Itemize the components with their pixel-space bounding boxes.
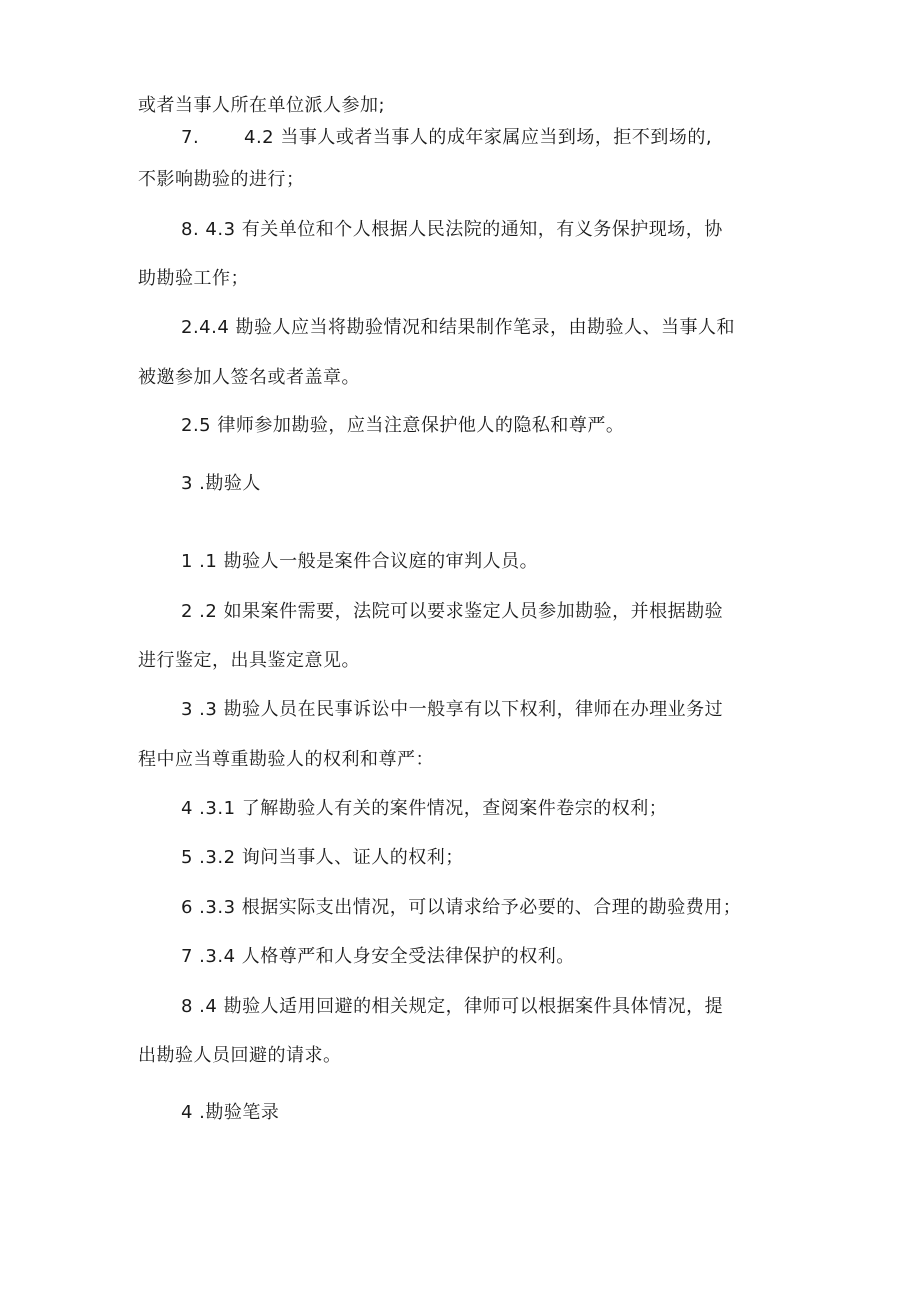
- text-line: 或者当事人所在单位派人参加;: [138, 95, 386, 116]
- text-line: 3 .3 勘验人员在民事诉讼中一般享有以下权利，律师在办理业务过: [181, 699, 724, 720]
- text-line: 8 .4 勘验人适用回避的相关规定，律师可以根据案件具体情况，提: [181, 996, 724, 1017]
- text-line: 2.5 律师参加勘验，应当注意保护他人的隐私和尊严。: [181, 415, 625, 436]
- text-line: 进行鉴定，出具鉴定意见。: [138, 650, 360, 671]
- text-line: 助勘验工作；: [138, 268, 249, 289]
- section-heading: 3 .勘验人: [181, 473, 261, 494]
- section-heading: 4 .勘验笔录: [181, 1102, 280, 1123]
- text-line: 6 .3.3 根据实际支出情况，可以请求给予必要的、合理的勘验费用；: [181, 897, 742, 918]
- text-line: 被邀参加人签名或者盖章。: [138, 367, 360, 388]
- text-line: 程中应当尊重勘验人的权利和尊严：: [138, 749, 434, 770]
- text-line: 出勘验人员回避的请求。: [138, 1045, 342, 1066]
- text-line: 4.2 当事人或者当事人的成年家属应当到场，拒不到场的,: [244, 127, 713, 148]
- text-line: 4 .3.1 了解勘验人有关的案件情况，查阅案件卷宗的权利；: [181, 798, 668, 819]
- text-line: 1 .1 勘验人一般是案件合议庭的审判人员。: [181, 551, 539, 572]
- text-line: 8. 4.3 有关单位和个人根据人民法院的通知，有义务保护现场，协: [181, 219, 723, 240]
- text-line: 2 .2 如果案件需要，法院可以要求鉴定人员参加勘验，并根据勘验: [181, 601, 724, 622]
- text-line: 不影响勘验的进行；: [138, 169, 305, 190]
- text-line: 2.4.4 勘验人应当将勘验情况和结果制作笔录，由勘验人、当事人和: [181, 317, 736, 338]
- text-line: 5 .3.2 询问当事人、证人的权利；: [181, 847, 464, 868]
- list-number: 7.: [181, 127, 200, 148]
- text-line: 7 .3.4 人格尊严和人身安全受法律保护的权利。: [181, 946, 575, 967]
